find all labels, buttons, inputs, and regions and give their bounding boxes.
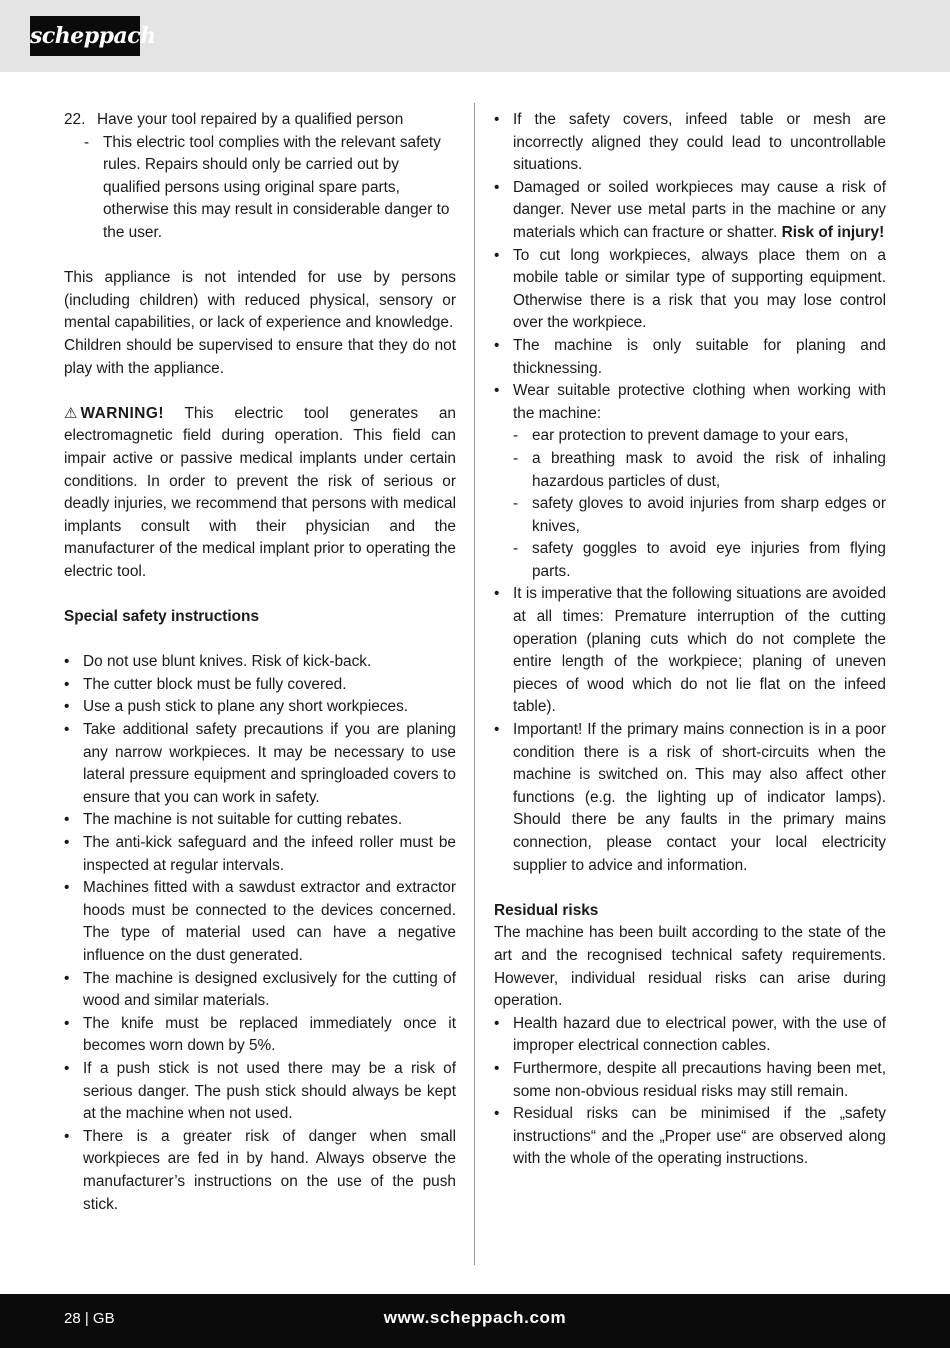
scheppach-logo: scheppach: [30, 16, 140, 56]
risk-of-injury: Risk of injury!: [781, 223, 885, 241]
bullet-marker: •: [64, 653, 70, 671]
bullet-marker: •: [64, 1059, 70, 1077]
bullet-marker: •: [64, 1014, 70, 1032]
special-safety-list: [64, 651, 456, 1216]
residual-risks-heading: Residual risks: [494, 901, 599, 919]
list-item: • If a push stick is not used there may be a risk of serious danger. The push stick should always be kept at the machine when not used.: [64, 1058, 456, 1126]
website-link[interactable]: www.scheppach.com: [383, 1308, 567, 1327]
warning-paragraph: [64, 403, 456, 584]
bullet-marker: •: [64, 721, 70, 739]
sub-list-item: - a breathing mask to avoid the risk of inhaling hazardous particles of dust,: [494, 448, 886, 493]
bullet-marker: •: [64, 969, 70, 987]
list-item: • The cutter block must be fully covered.: [64, 674, 456, 697]
bullet-marker: •: [494, 246, 500, 264]
list-item: • Damaged or soiled workpieces may cause a risk of danger. Never use metal parts in the machine or any materials which can fracture or shatter. Risk of injury!: [494, 177, 886, 245]
list-item: • Health hazard due to electrical power, with the use of improper electrical connection cables.: [494, 1013, 886, 1058]
warning-icon: ⚠: [64, 404, 78, 422]
list-item: • Wear suitable protective clothing when working with the machine:: [494, 380, 886, 425]
bullet-marker: •: [64, 675, 70, 693]
list-item: • Use a push stick to plane any short workpieces.: [64, 696, 456, 719]
dash-marker: -: [513, 427, 519, 445]
list-item: • If the safety covers, infeed table or mesh are incorrectly aligned they could lead to uncontrollable situations.: [494, 109, 886, 177]
bullet-marker: •: [494, 111, 500, 128]
bullet-marker: •: [494, 336, 500, 354]
list-item: • To cut long workpieces, always place them on a mobile table or similar type of supporting equipment. Otherwise there is a risk that you may lose control over the workpiece.: [494, 245, 886, 335]
bullet-marker: •: [494, 585, 500, 603]
list-item: • There is a greater risk of danger when small workpieces are fed in by hand. Always observe the manufacturer’s instructions on the use of the push stick.: [64, 1126, 456, 1216]
sub-list-item: - safety gloves to avoid injuries from sharp edges or knives,: [494, 493, 886, 538]
list-item: • Take additional safety precautions if you are planing any narrow workpieces. It may be necessary to use lateral pressure equipment and springloaded covers to ensure that you can work in safety.: [64, 719, 456, 809]
page-header: [0, 0, 950, 72]
list-item: • The machine is only suitable for planing and thicknessing.: [494, 335, 886, 380]
column-divider: [474, 103, 475, 1265]
list-item: • Furthermore, despite all precautions having been met, some non-obvious residual risks may still remain.: [494, 1058, 886, 1103]
children-paragraph: Children should be supervised to ensure that they do not play with the appliance.: [64, 336, 456, 377]
dash-marker: -: [513, 495, 519, 513]
bullet-marker: •: [494, 178, 500, 196]
bullet-marker: •: [64, 834, 70, 851]
item-number: 22.: [64, 111, 86, 128]
bullet-marker: •: [494, 721, 500, 739]
dash-marker: -: [84, 133, 90, 151]
sub-list-item: - safety goggles to avoid eye injuries from flying parts.: [494, 538, 886, 583]
list-item: • The knife must be replaced immediately once it becomes worn down by 5%.: [64, 1013, 456, 1058]
appliance-paragraph: This appliance is not intended for use by persons (including children) with reduced physical, sensory or mental capabilities, or lack of experience and knowledge.: [64, 269, 456, 332]
bullet-marker: •: [494, 1059, 500, 1077]
bullet-marker: •: [494, 382, 500, 400]
list-item: • Machines fitted with a sawdust extractor and extractor hoods must be connected to the devices concerned. The type of material used can have a negative influence on the dust generated.: [64, 877, 456, 967]
list-item: • It is imperative that the following situations are avoided at all times: Premature interruption of the cutting operation (planing cuts which do not complete the entire length of the workpiece; planing of uneven pieces of wood which do not lie flat on the infeed table).: [494, 583, 886, 719]
special-safety-heading: Special safety instructions: [64, 608, 260, 626]
list-item: • Do not use blunt knives. Risk of kick-back.: [64, 651, 456, 674]
list-item: • The machine is designed exclusively for the cutting of wood and similar materials.: [64, 968, 456, 1013]
list-item: • The machine is not suitable for cutting rebates.: [64, 809, 456, 832]
bullet-marker: •: [64, 879, 70, 897]
warning-label: WARNING!: [80, 404, 164, 422]
dash-marker: -: [513, 449, 519, 467]
bullet-marker: •: [64, 698, 70, 716]
page-footer: [0, 1294, 950, 1348]
repair-note-text: This electric tool complies with the relevant safety rules. Repairs should only be carried out by qualified persons using original spare parts, otherwise this may result in considerable danger to the user.: [103, 133, 450, 241]
item-title: Have your tool repaired by a qualified person: [97, 111, 404, 128]
list-item: • The anti-kick safeguard and the infeed roller must be inspected at regular intervals.: [64, 832, 456, 877]
list-item: • Residual risks can be minimised if the „safety instructions“ and the „Proper use“ are observed along with the whole of the operating instructions.: [494, 1103, 886, 1171]
right-column: [494, 109, 886, 1171]
bullet-marker: •: [64, 1127, 70, 1145]
dash-marker: -: [513, 540, 519, 558]
bullet-marker: •: [64, 811, 70, 829]
repair-note: [64, 132, 456, 245]
sub-list-item: - ear protection to prevent damage to your ears,: [494, 425, 886, 448]
bullet-marker: •: [494, 1014, 500, 1032]
bullet-marker: •: [494, 1105, 500, 1123]
page-number: 28 | GB: [64, 1310, 115, 1327]
warning-text: This electric tool generates an electromagnetic field during operation. This field can impair active or passive medical implants under certain conditions. In order to prevent the risk of serious or deadly injuries, we recommend that persons with medical implants consult with their physician and the manufacturer of the medical implant prior to operating the electric tool.: [64, 404, 456, 580]
list-item: • Important! If the primary mains connection is in a poor condition there is a risk of short-circuits when the machine is switched on. This may also affect other functions (e.g. the lighting up of indicator lamps). Should there be any faults in the primary mains connection, please contact your local electricity supplier to advice and information.: [494, 719, 886, 877]
list-item-22: [64, 109, 456, 132]
left-column: [64, 109, 456, 1216]
residual-risks-paragraph: The machine has been built according to the state of the art and the recognised technical safety requirements. However, individual residual risks can arise during operation.: [494, 924, 886, 1010]
